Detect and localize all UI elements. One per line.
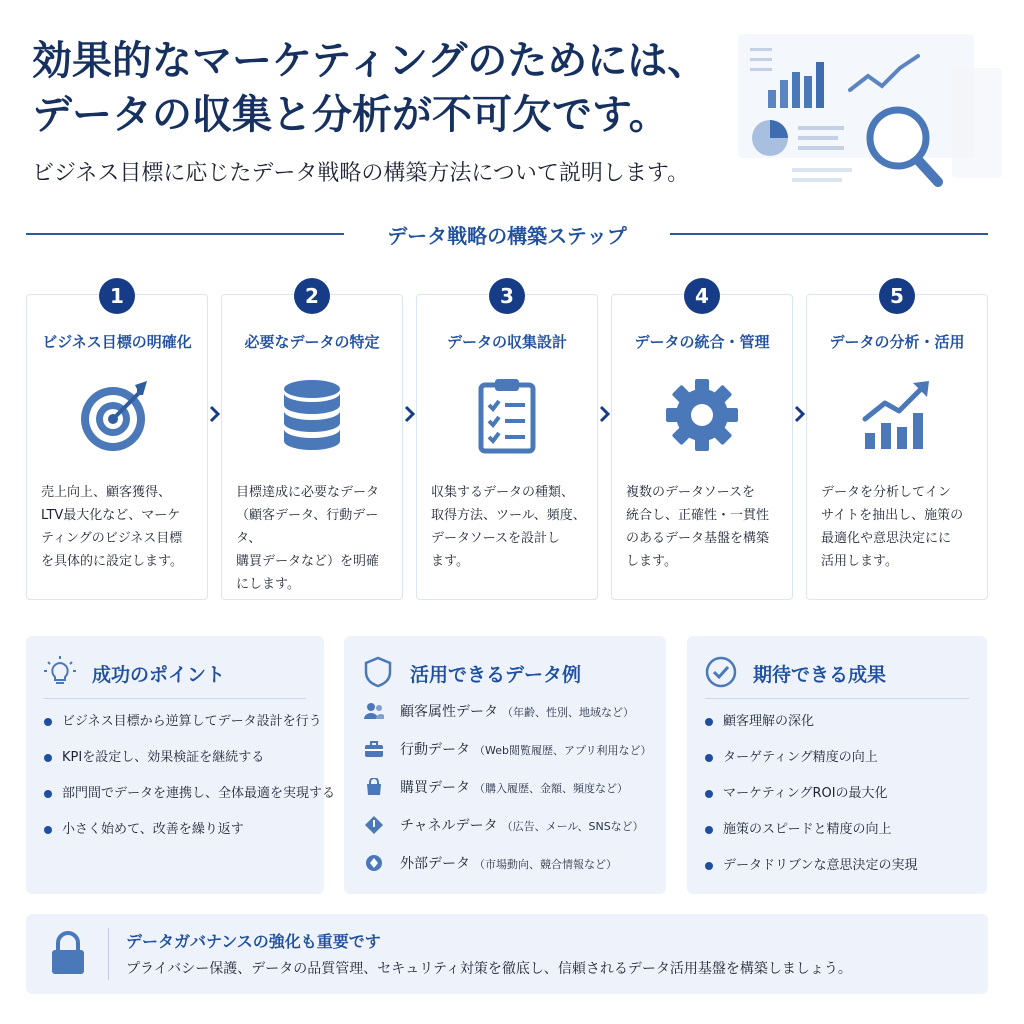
steps-heading-text: データ戦略の構築ステップ (387, 224, 627, 248)
step-description (236, 481, 392, 596)
step-text-line: 収集するデータの種類、 (431, 485, 575, 500)
step-title: データの分析・活用 (829, 333, 965, 351)
analytics-illustration (732, 28, 1008, 218)
card-title: 活用できるデータ例 (410, 664, 582, 686)
data-type-detail: （年齢、性別、地域など） (502, 706, 634, 719)
list-item (364, 700, 652, 738)
chevron-right-icon (208, 404, 222, 424)
data-type-label: チャネルデータ (400, 818, 498, 834)
list-item (364, 738, 652, 776)
step-text-line: 最適化や意思決定にに (821, 531, 952, 546)
list-item: マーケティングROIの最大化 (705, 784, 917, 820)
governance-banner (26, 914, 988, 994)
list-item: 小さく始めて、改善を繰り返す (44, 820, 335, 856)
step-text-line: LTV最大化など、マーケ (41, 508, 181, 523)
step-number-badge: 5 (879, 278, 915, 314)
users-icon (364, 702, 384, 720)
data-type-label: 外部データ (400, 856, 470, 872)
data-type-label: 購買データ (400, 780, 470, 796)
success-points-list (44, 712, 335, 856)
step-text-line: ティングのビジネス目標 (41, 531, 183, 546)
step-text-line: 購買データなど）を明確 (236, 554, 380, 569)
database-icon (272, 375, 352, 455)
step-card-2 (221, 294, 403, 600)
growth-chart-icon (857, 375, 937, 455)
step-number-badge: 3 (489, 278, 525, 314)
data-type-detail: （市場動向、競合情報など） (474, 858, 617, 871)
step-title: ビジネス目標の明確化 (42, 333, 192, 351)
step-description (431, 481, 587, 573)
hero-subtitle: ビジネス目標に応じたデータ戦略の構築方法について説明します。 (32, 161, 690, 186)
data-examples-list (364, 700, 652, 890)
list-item (364, 776, 652, 814)
expected-results-list (705, 712, 917, 892)
step-text-line: 活用します。 (821, 554, 898, 569)
channel-icon (364, 816, 384, 834)
step-card-4 (611, 294, 793, 600)
chevron-right-icon (793, 404, 807, 424)
step-title: データの収集設計 (446, 333, 567, 351)
step-card-3 (416, 294, 598, 600)
steps-section-heading (26, 218, 988, 248)
hero-title-line1: 効果的なマーケティングのためには、 (32, 38, 708, 84)
step-text-line: データを分析してイン (821, 485, 952, 500)
data-type-label: 行動データ (400, 742, 470, 758)
step-card-1 (26, 294, 208, 600)
step-description (821, 481, 977, 573)
step-text-line: 取得方法、ツール、頻度、 (431, 508, 586, 523)
governance-title: データガバナンスの強化も重要です (126, 932, 381, 951)
shield-icon (362, 656, 394, 688)
target-icon (77, 375, 157, 455)
list-item: データドリブンな意思決定の実現 (705, 856, 917, 892)
clipboard-checklist-icon (467, 375, 547, 455)
step-text-line: します。 (626, 554, 677, 569)
hero-title (32, 34, 707, 142)
list-item: 部門間でデータを連携し、全体最適を実現する (44, 784, 335, 820)
success-points-card (26, 636, 336, 894)
step-text-line: 目標達成に必要なデータ (236, 485, 380, 500)
external-data-icon (364, 854, 384, 872)
lock-icon (48, 930, 88, 976)
step-text-line: を具体的に設定します。 (41, 554, 183, 569)
briefcase-icon (364, 740, 384, 758)
check-circle-icon (705, 656, 737, 688)
data-type-label: 顧客属性データ (400, 704, 498, 720)
shopping-bag-icon (364, 778, 384, 796)
list-item: KPIを設定し、効果検証を継続する (44, 748, 335, 784)
lightbulb-icon (44, 656, 76, 688)
step-text-line: 売上向上、顧客獲得、 (41, 485, 172, 500)
hero-title-line2: データの収集と分析が不可欠です。 (32, 92, 669, 138)
step-text-line: 統合し、正確性・一貫性 (626, 508, 770, 523)
step-text-line: データソースを設計し (431, 531, 560, 546)
step-title: データの統合・管理 (634, 333, 770, 351)
step-description (41, 481, 197, 573)
data-type-detail: （Web閲覧履歴、アプリ利用など） (474, 744, 652, 757)
list-item (364, 814, 652, 852)
step-description (626, 481, 782, 573)
list-item: ターゲティング精度の向上 (705, 748, 917, 784)
governance-description: プライバシー保護、データの品質管理、セキュリティ対策を徹底し、信頼されるデータ活用基盤を構築しましょう。 (126, 961, 852, 977)
chevron-right-icon (403, 404, 417, 424)
card-title: 成功のポイント (92, 664, 226, 686)
list-item: 施策のスピードと精度の向上 (705, 820, 917, 856)
data-examples-card (344, 636, 666, 894)
step-text-line: のあるデータ基盤を構築 (626, 531, 770, 546)
chevron-right-icon (598, 404, 612, 424)
list-item (364, 852, 652, 890)
step-text-line: （顧客データ、行動データ、 (236, 508, 379, 546)
step-number-badge: 2 (294, 278, 330, 314)
step-text-line: 複数のデータソースを (626, 485, 755, 500)
card-title: 期待できる成果 (753, 664, 887, 686)
expected-results-card (687, 636, 987, 894)
step-text-line: サイトを抽出し、施策の (821, 508, 964, 523)
data-type-detail: （購入履歴、金額、頻度など） (474, 782, 628, 795)
data-type-detail: （広告、メール、SNSなど） (501, 820, 644, 833)
step-number-badge: 4 (684, 278, 720, 314)
step-title: 必要なデータの特定 (244, 333, 380, 351)
step-number-badge: 1 (99, 278, 135, 314)
step-text-line: ます。 (431, 554, 469, 569)
step-card-5 (806, 294, 988, 600)
list-item: ビジネス目標から逆算してデータ設計を行う (44, 712, 335, 748)
step-text-line: にします。 (236, 577, 300, 592)
gear-icon (662, 375, 742, 455)
list-item: 顧客理解の深化 (705, 712, 917, 748)
